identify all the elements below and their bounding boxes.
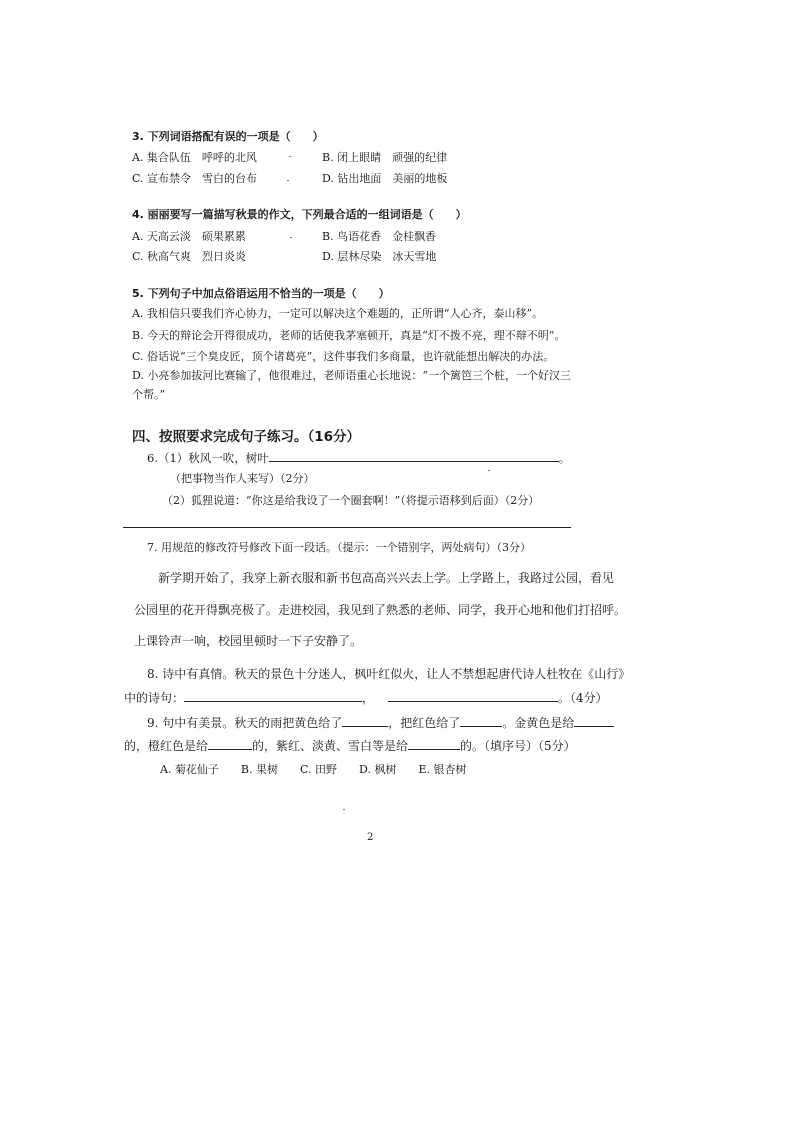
q5-option-b: B. 今天的辩论会开得很成功，老师的话使我茅塞顿开，真是“灯不拨不亮，理不辩不明”。: [132, 329, 566, 342]
q9-line1: [147, 715, 614, 731]
q5-option-c: C. 俗话说“三个臭皮匠，顶个诸葛亮”，这件事我们多商量，也许就能想出解决的办法。: [132, 350, 555, 363]
q8-line2: [124, 690, 608, 706]
q3-option-d: D. 钻出地面 美丽的地板: [322, 172, 448, 185]
q4-option-d: D. 层林尽染 冰天雪地: [322, 250, 437, 263]
q9-blank-orange[interactable]: [208, 738, 252, 750]
q8-line1: 8. 诗中有真情。秋天的景色十分迷人，枫叶红似火，让人不禁想起唐代诗人杜牧在《山行》: [147, 667, 631, 681]
q6-part2: （2）狐狸说道：“你这是给我设了一个圈套啊！”（将提示语移到后面）（2分）: [162, 494, 540, 507]
q8-line2-suffix: 。（4分）: [558, 691, 608, 705]
q5-title: 5. 下列句子中加点俗语运用不恰当的一项是（ ）: [132, 287, 390, 300]
scan-speck: [289, 156, 291, 157]
scan-speck: [488, 470, 490, 471]
q9-line1-a: 9. 句中有美景。秋天的雨把黄色给了: [147, 716, 343, 730]
scan-speck: [343, 809, 345, 810]
q9-line2-b: 的，紫红、淡黄、雪白等是给: [252, 739, 409, 753]
q6-part1-answer-blank[interactable]: [269, 450, 559, 462]
q4-option-a: A. 天高云淡 硕果累累: [132, 230, 246, 243]
q9-blank-red[interactable]: [460, 715, 502, 727]
page-number: 2: [367, 832, 374, 843]
q4-title: 4. 丽丽要写一篇描写秋景的作文，下列最合适的一组词语是（ ）: [132, 208, 467, 221]
q4-option-c: C. 秋高气爽 烈日炎炎: [132, 250, 247, 263]
q7-paragraph-line1: 新学期开始了，我穿上新衣服和新书包高高兴兴去上学。上学路上，我路过公园，看见: [158, 571, 615, 585]
q9-blank-purple[interactable]: [408, 738, 460, 750]
q5-option-a: A. 我相信只要我们齐心协力，一定可以解决这个难题的，正所谓“人心齐，泰山移”。: [132, 307, 544, 320]
section-4-heading: 四、按照要求完成句子练习。（16分）: [132, 429, 361, 445]
q8-answer-blank-2[interactable]: [388, 690, 558, 702]
q6-part2-answer-line[interactable]: [123, 527, 571, 528]
q3-option-a: A. 集合队伍 呼呼的北风: [132, 151, 257, 164]
q9-line2: [124, 738, 576, 754]
q9-line1-b: ，把红色给了: [388, 716, 461, 730]
q9-blank-yellow[interactable]: [342, 715, 388, 727]
scan-speck: [287, 180, 289, 181]
q9-blank-golden[interactable]: [574, 715, 614, 727]
q5-option-d-line2: 个帮。”: [132, 388, 166, 401]
q8-line2-comma: ，: [362, 691, 375, 705]
q6-part1-hint: （把事物当作人来写）（2分）: [170, 472, 315, 485]
q9-line2-c: 的。（填序号）（5分）: [460, 739, 576, 753]
q9-line2-a: 的，橙红色是给: [124, 739, 209, 753]
q7-paragraph-line3: 上课铃声一响，校园里顿时一下子安静了。: [134, 634, 363, 648]
q8-answer-blank-1[interactable]: [184, 690, 362, 702]
q9-options: A. 菊花仙子 B. 果树 C. 田野 D. 枫树 E. 银杏树: [160, 763, 467, 776]
scan-speck: [290, 237, 292, 238]
q3-option-b: B. 闭上眼睛 顽强的纪律: [322, 151, 448, 164]
q7-paragraph-line2: 公园里的花开得飘亮极了。走进校园，我见到了熟悉的老师、同学，我开心地和他们打招呼。: [134, 603, 627, 617]
q9-line1-c: 。金黄色是给: [502, 716, 575, 730]
q6-part1: [147, 450, 570, 466]
q7-title: 7. 用规范的修改符号修改下面一段话。（提示：一个错别字，两处病句）（3分）: [147, 541, 531, 554]
q6-part1-suffix: 。: [558, 451, 571, 465]
q5-option-d-line1: D. 小亮参加拔河比赛输了，他很难过，老师语重心长地说：“一个篱笆三个桩，一个好汉三: [132, 369, 572, 382]
q4-option-b: B. 鸟语花香 金桂飘香: [322, 230, 437, 243]
q6-part1-prefix: 6.（1）秋风一吹，树叶: [147, 451, 269, 465]
q3-option-c: C. 宣布禁令 雪白的台布: [132, 172, 258, 185]
q3-title: 3. 下列词语搭配有误的一项是（ ）: [132, 130, 324, 143]
q8-line2-prefix: 中的诗句：: [124, 691, 185, 705]
